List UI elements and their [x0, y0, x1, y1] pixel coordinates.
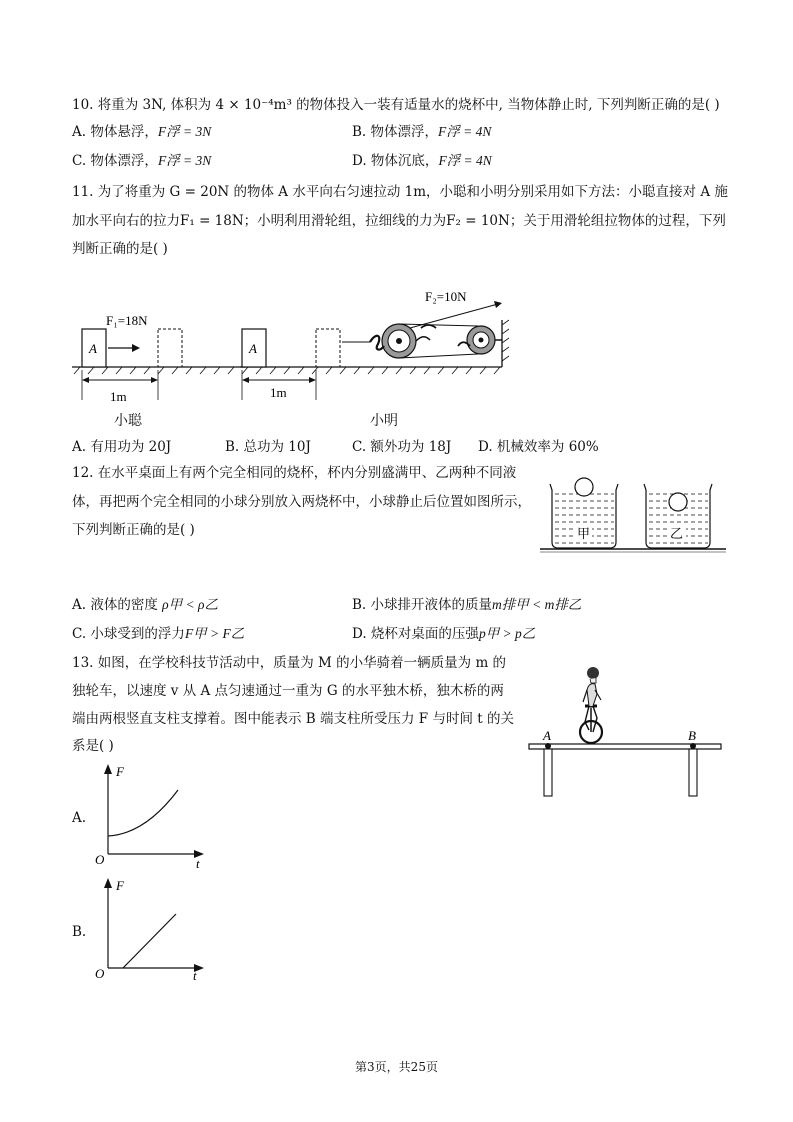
q11-option-b: B. 总功为 10J [225, 439, 311, 455]
q13-stem-4: 系是( ) [72, 738, 114, 754]
svg-text:O: O [95, 966, 105, 981]
support-b [689, 749, 697, 796]
svg-text:t: t [196, 856, 200, 870]
q13-stem-2: 独轮车，以速度 v 从 A 点匀速通过一重为 G 的水平独木桥，独木桥的两 [72, 683, 504, 699]
point-a-label: A [543, 728, 551, 743]
page-footer: 第3页，共25页 [355, 1060, 438, 1074]
q10-option-a: A. 物体悬浮，F浮 = 3N [72, 124, 212, 140]
q12-option-a: A. 液体的密度 ρ甲 < ρ乙 [72, 597, 218, 613]
ball-jia [575, 478, 593, 496]
caption-xiaoming: 小明 [370, 413, 398, 429]
graph-b [90, 874, 210, 984]
svg-text:A: A [249, 341, 257, 356]
ground-hatch-right [242, 367, 500, 374]
q11-stem-2: 加水平向右的拉力F₁ = 18N；小明利用滑轮组，拉细线的力为F₂ = 10N；关于用滑轮组拉物体的过程，下列 [72, 213, 726, 229]
q10-option-b: B. 物体漂浮，F浮 = 4N [352, 124, 492, 140]
f2-label: F₂=10N [425, 289, 467, 304]
q13-stem-1: 13. 如图，在学校科技节活动中，质量为 M 的小华骑着一辆质量为 m 的 [72, 655, 507, 671]
ball-yi [669, 493, 687, 511]
q12-option-b: B. 小球排开液体的质量m排甲 < m排乙 [352, 597, 582, 613]
point-b-label: B [688, 728, 696, 743]
svg-text:O: O [95, 852, 105, 867]
block-a-dashed-left [158, 329, 182, 367]
dist-label-right: 1m [270, 385, 287, 400]
q10-option-d: D. 物体沉底，F浮 = 4N [352, 153, 492, 169]
block-a-label: A [89, 341, 97, 356]
q12-option-c: C. 小球受到的浮力F甲 > F乙 [72, 626, 245, 642]
svg-text:t: t [193, 968, 197, 983]
f1-label: F₁=18N [106, 313, 148, 328]
unicycle-rider [580, 667, 602, 743]
q10-stem: 10. 将重为 3N, 体积为 4 × 10⁻⁴m³ 的物体投入一装有适量水的烧杯中, 当物体静止时, 下列判断正确的是( ) [72, 97, 720, 113]
support-a [544, 749, 552, 796]
q11-stem-3: 判断正确的是( ) [72, 241, 168, 257]
q12-stem-2: 体，再把两个完全相同的小球分别放入两烧杯中，小球静止后位置如图所示， [72, 494, 531, 510]
graph-a-curve [108, 790, 178, 836]
graph-a [90, 760, 210, 870]
graph-b-line [123, 914, 176, 968]
q10-option-c: C. 物体漂浮，F浮 = 3N [72, 153, 212, 169]
label-yi: 乙 [670, 526, 684, 541]
q11-option-a: A. 有用功为 20J [72, 439, 172, 455]
q11-option-d: D. 机械效率为 60% [478, 439, 599, 455]
q12-stem-1: 12. 在水平桌面上有两个完全相同的烧杯，杯内分别盛满甲、乙两种不同液 [72, 465, 517, 481]
q11-option-c: C. 额外功为 18J [352, 439, 452, 455]
svg-text:F: F [116, 878, 124, 893]
q12-figure [538, 470, 728, 560]
q13-stem-3: 端由两根竖直支柱支撑着。图中能表示 B 端支柱所受压力 F 与时间 t 的关 [72, 711, 514, 727]
f2-arrow [410, 304, 498, 328]
q11-stem-1: 11. 为了将重为 G = 20N 的物体 A 水平向右匀速拉动 1m，小聪和小明分别采用如下方法：小聪直接对 A 施 [72, 184, 728, 200]
graph-b-option: B. [72, 924, 87, 940]
q12-option-d: D. 烧杯对桌面的压强p甲 > p乙 [352, 626, 536, 642]
caption-xiaocong: 小聪 [114, 413, 142, 429]
block-a-dashed-right [316, 329, 340, 367]
label-jia: 甲 [577, 526, 591, 541]
graph-a-option: A. [72, 810, 87, 826]
svg-text:F: F [116, 764, 124, 779]
q11-figure [60, 280, 530, 410]
q13-figure [525, 660, 725, 800]
q12-stem-3: 下列判断正确的是( ) [72, 522, 195, 538]
ground-hatch-left [74, 367, 234, 374]
dist-label-left: 1m [110, 389, 127, 404]
